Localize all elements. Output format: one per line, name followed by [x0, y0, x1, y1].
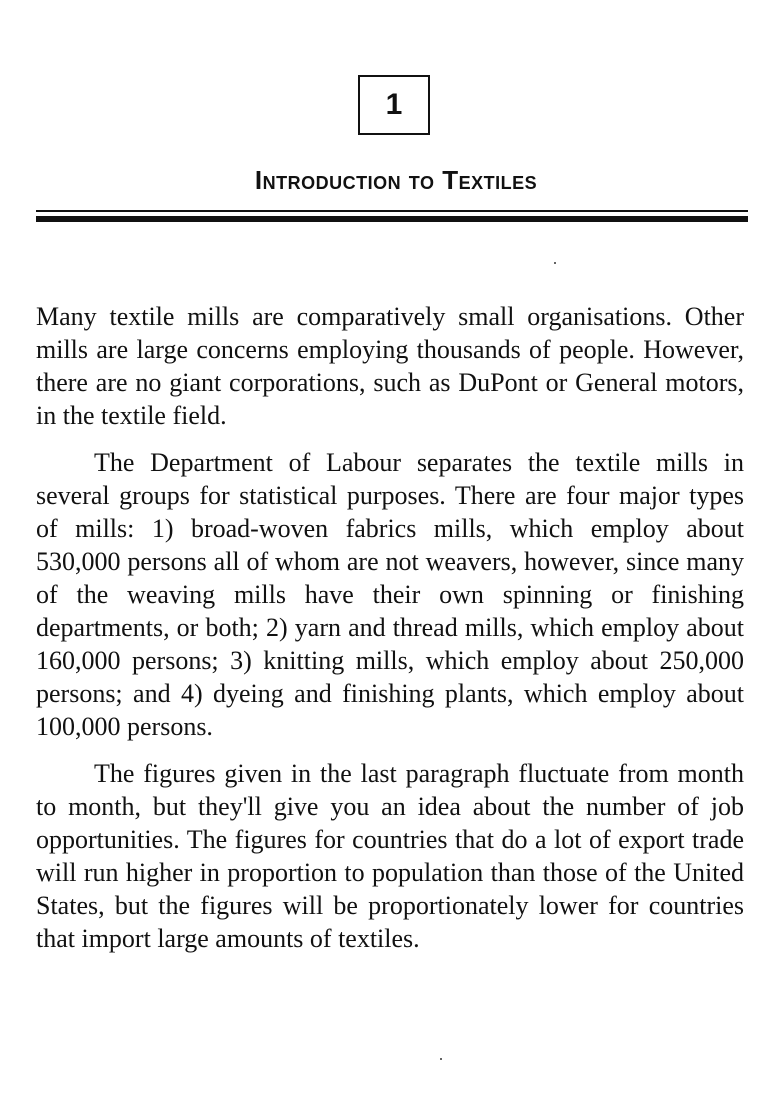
chapter-number-box — [358, 75, 430, 135]
chapter-title: Introduction to Textiles — [254, 165, 538, 195]
paragraph-2: The Department of Labour separates the textile mills in several groups for statistical purposes. There are four major types of mills: 1) broad-woven fabrics mills, which employ about 530,000 persons all of whom are not weavers, however, since many of the weaving mills have their own spinning or finishing departments, or both; 2) yarn and thread mills, which employ about 160,000 persons; 3) knitting mills, which employ about 250,000 persons; and 4) dyeing and finishing plants, which employ about 100,000 persons. — [36, 448, 744, 741]
paragraph-1: Many textile mills are comparatively small organisations. Other mills are large concerns employing thousands of people. However, there are no giant corporations, such as DuPont or General motors, in the textile field. — [36, 302, 744, 430]
paragraph-3: The figures given in the last paragraph fluctuate from month to month, but they'll give you an idea about the number of job opportunities. The figures for countries that do a lot of export trade will run higher in proportion to population than those of the United States, but the figures will be proportionately lower for countries that import large amounts of textiles. — [36, 759, 744, 953]
chapter-number: 1 — [385, 88, 403, 121]
title-rule-thick — [36, 216, 748, 222]
scan-speck — [554, 262, 556, 264]
body-text — [36, 300, 744, 969]
title-rule-thin — [36, 210, 748, 212]
scan-speck — [440, 1058, 442, 1060]
